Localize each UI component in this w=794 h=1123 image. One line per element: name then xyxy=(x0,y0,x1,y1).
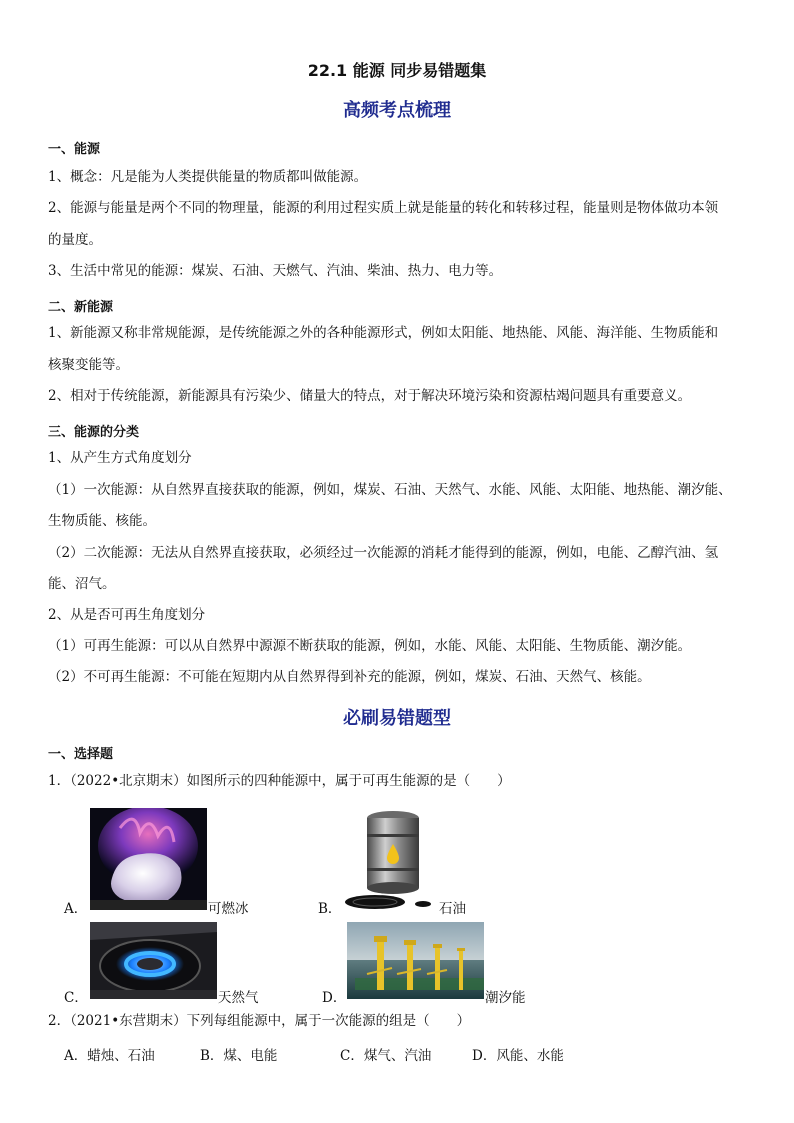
paragraph: 2、相对于传统能源，新能源具有污染少、储量大的特点，对于解决环境污染和资源枯竭问题具有重要意义。 xyxy=(48,388,692,404)
heading-energy: 一、能源 xyxy=(48,142,101,157)
q2-option-c[interactable]: C．煤气、汽油 xyxy=(340,1048,432,1064)
option-c-letter[interactable]: C． xyxy=(64,990,88,1006)
option-d-letter[interactable]: D． xyxy=(322,990,347,1006)
paragraph: 生物质能、核能。 xyxy=(48,513,156,529)
option-c-label: 天然气 xyxy=(218,990,259,1006)
paragraph: （1）一次能源：从自然界直接获取的能源，例如，煤炭、石油、天然气、水能、风能、太阳能、地热能、潮汐能、 xyxy=(48,482,732,498)
paragraph: 能、沼气。 xyxy=(48,576,116,592)
tidal-turbines-image[interactable] xyxy=(347,922,484,999)
option-d-label: 潮汐能 xyxy=(485,990,526,1006)
option-a-letter[interactable]: A． xyxy=(64,901,88,917)
heading-energy-classification: 三、能源的分类 xyxy=(48,425,140,440)
q2-option-b[interactable]: B．煤、电能 xyxy=(200,1048,278,1064)
paragraph: （2）不可再生能源：不可能在短期内从自然界得到补充的能源，例如，煤炭、石油、天然气、核能。 xyxy=(48,669,651,685)
section-title-key-points: 高频考点梳理 xyxy=(343,100,451,121)
gas-stove-flame-image[interactable] xyxy=(90,922,217,999)
paragraph: 2、能源与能量是两个不同的物理量，能源的利用过程实质上就是能量的转化和转移过程，能量则是物体做功本领 xyxy=(48,200,719,216)
section-title-error-prone-questions: 必刷易错题型 xyxy=(343,708,451,729)
paragraph: 2、从是否可再生角度划分 xyxy=(48,607,206,623)
paragraph: 核聚变能等。 xyxy=(48,357,129,373)
option-b-letter[interactable]: B． xyxy=(318,901,342,917)
paragraph: （1）可再生能源：可以从自然界中源源不断获取的能源，例如，水能、风能、太阳能、生物质能、潮汐能。 xyxy=(48,638,692,654)
paragraph: 3、生活中常见的能源：煤炭、石油、天燃气、汽油、柴油、热力、电力等。 xyxy=(48,263,503,279)
option-a-label: 可燃冰 xyxy=(208,901,249,917)
document-title: 22.1 能源 同步易错题集 xyxy=(307,61,487,80)
option-b-label: 石油 xyxy=(439,901,466,917)
paragraph: 1、从产生方式角度划分 xyxy=(48,450,192,466)
paragraph: （2）二次能源：无法从自然界直接获取，必须经过一次能源的消耗才能得到的能源，例如，电能、乙醇汽油、氢 xyxy=(48,545,719,561)
question-1: 1．（2022•北京期末）如图所示的四种能源中，属于可再生能源的是（ ） xyxy=(48,773,511,789)
oil-barrel-image[interactable] xyxy=(343,804,438,912)
q2-option-d[interactable]: D．风能、水能 xyxy=(472,1048,564,1064)
heading-multiple-choice: 一、选择题 xyxy=(48,747,114,762)
question-2: 2．（2021•东营期末）下列每组能源中，属于一次能源的组是（ ） xyxy=(48,1013,471,1029)
paragraph: 1、新能源又称非常规能源，是传统能源之外的各种能源形式，例如太阳能、地热能、风能、海洋能、生物质能和 xyxy=(48,325,719,341)
q2-option-a[interactable]: A．蜡烛、石油 xyxy=(64,1048,155,1064)
heading-new-energy: 二、新能源 xyxy=(48,300,114,315)
paragraph: 1、概念：凡是能为人类提供能量的物质都叫做能源。 xyxy=(48,169,368,185)
paragraph: 的量度。 xyxy=(48,232,102,248)
combustible-ice-image[interactable] xyxy=(90,808,207,910)
